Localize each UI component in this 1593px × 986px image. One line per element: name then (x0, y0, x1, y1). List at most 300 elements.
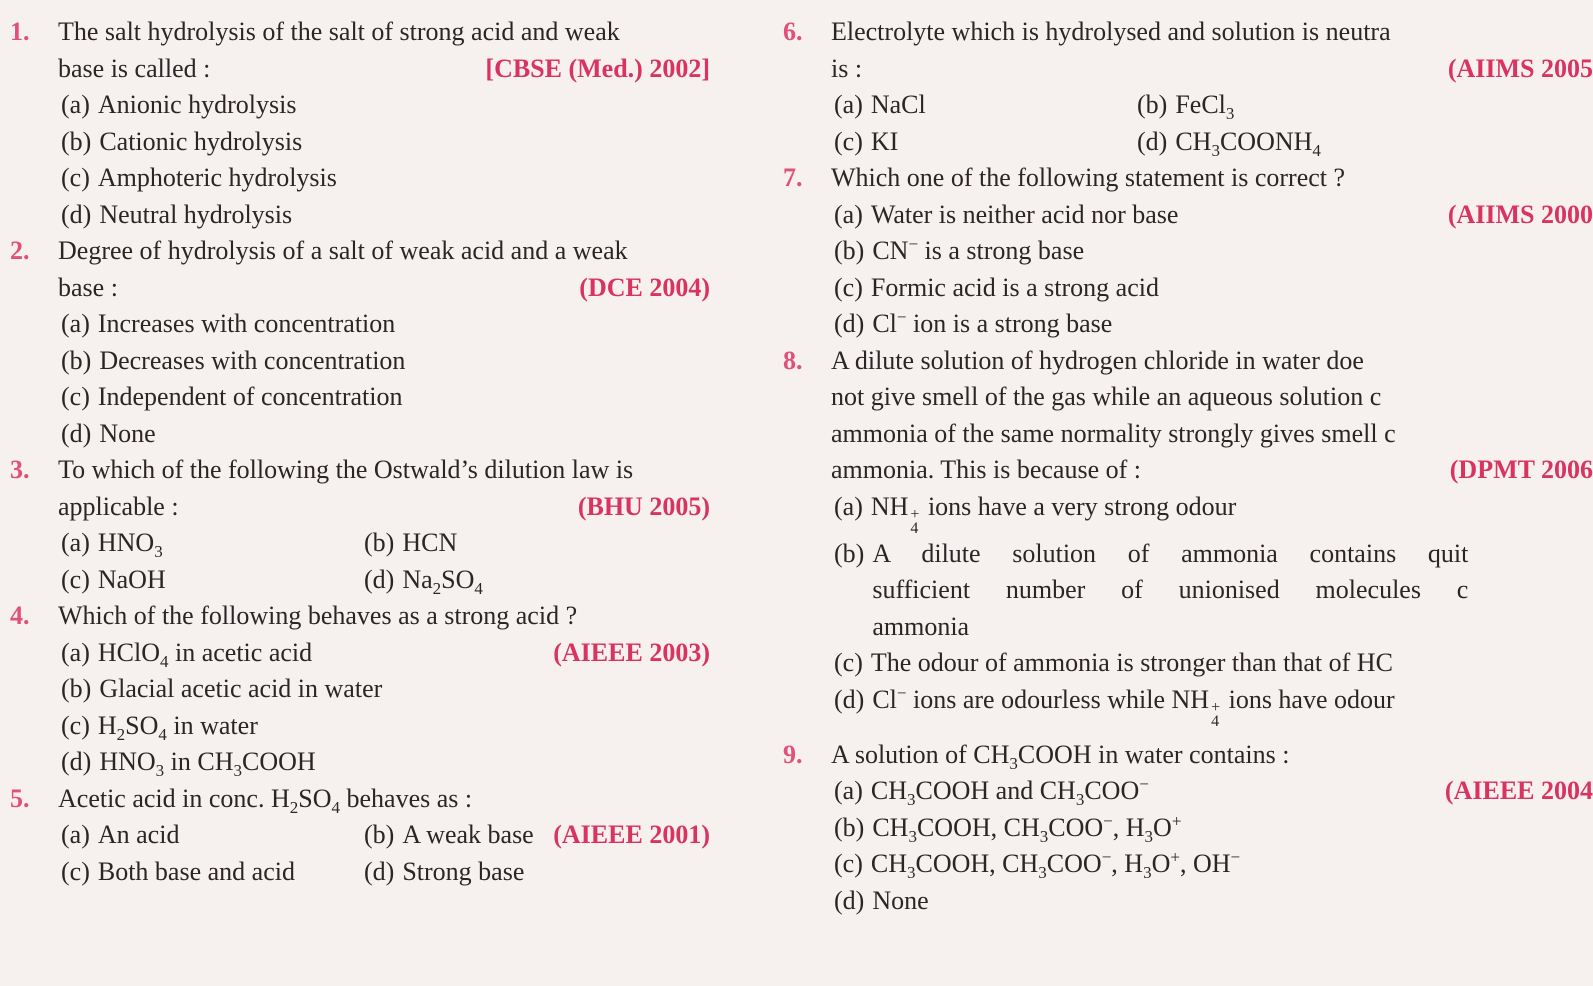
question-7 (783, 160, 1591, 343)
superscript: − (896, 307, 907, 327)
option-a (58, 306, 396, 343)
text-run: Independent of concentration (97, 382, 403, 411)
option-label: (c) (61, 564, 90, 594)
option-c (58, 562, 361, 599)
text-run: HNO (99, 747, 156, 776)
option-label: (a) (61, 528, 90, 557)
option-label: (c) (834, 272, 863, 302)
option-row (831, 306, 1591, 343)
exam-source-tag: (AIEEE 2001) (553, 820, 710, 849)
option-b (58, 343, 406, 380)
text-run: A weak base (402, 820, 534, 849)
right-column (783, 14, 1593, 919)
text-run: Both base and acid (97, 856, 295, 886)
exam-source-tag: [CBSE (Med.) 2002] (485, 53, 710, 83)
text-run: , H (1112, 812, 1145, 842)
text-run: FeCl (1175, 90, 1226, 119)
option-text-line (99, 197, 292, 234)
option-row (58, 87, 710, 124)
superscript: + (1211, 698, 1221, 716)
text-run: The salt hydrolysis of the salt of strong acid and weak (58, 17, 620, 46)
text-run: ammonia of the same normality strongly gives smell c (831, 418, 1396, 448)
question-stem-line (58, 51, 710, 88)
option-row (58, 562, 710, 599)
option-label: (d) (1137, 126, 1168, 156)
option-text (98, 525, 163, 562)
option-text-line (871, 645, 1393, 682)
sub-superscript (1211, 698, 1221, 730)
text-run: NaOH (97, 564, 166, 594)
subscript: 4 (474, 578, 483, 598)
option-text (871, 124, 898, 161)
option-text (99, 416, 155, 453)
option-label: (a) (834, 776, 863, 805)
option-text-line (871, 489, 1236, 536)
option-c (831, 846, 1241, 883)
text-run: O (1153, 812, 1172, 842)
text-run: KI (870, 126, 899, 156)
subscript: 4 (159, 651, 169, 671)
subscript: 2 (289, 797, 299, 817)
text-run: Electrolyte which is hydrolysed and solution is neutra (831, 17, 1391, 46)
text-run: ions have a very strong odour (921, 491, 1237, 521)
option-row (58, 671, 710, 708)
option-label: (c) (61, 163, 90, 192)
option-text-line (872, 810, 1181, 847)
text-run: sufficient number of unionised molecules c (872, 575, 1469, 604)
text-run: not give smell of the gas while an aqueous solution c (831, 382, 1382, 411)
question-stem-line (58, 233, 710, 270)
option-text (871, 489, 1236, 536)
option-d (361, 562, 483, 599)
question-stem-line (831, 51, 1591, 88)
question-stem-line (831, 452, 1591, 489)
question-1 (10, 14, 710, 233)
option-label: (b) (61, 126, 92, 156)
superscript: − (1103, 810, 1113, 830)
option-row (831, 810, 1591, 847)
question-8 (783, 343, 1591, 729)
option-text-line (872, 233, 1084, 270)
option-row (58, 306, 710, 343)
text-run: To which of the following the Ostwald’s dilution law is (58, 455, 634, 484)
option-label: (b) (61, 345, 92, 375)
option-text (98, 635, 312, 672)
option-label: (a) (61, 309, 90, 338)
option-text-line (871, 197, 1179, 234)
option-row (831, 883, 1591, 920)
text-run: is : (831, 53, 863, 83)
option-text-line (98, 562, 166, 599)
option-a (831, 87, 1134, 124)
subscript: 3 (908, 826, 917, 846)
text-run: Which of the following behaves as a strong acid ? (58, 601, 578, 630)
option-text (402, 854, 524, 891)
option-d (831, 682, 1395, 730)
option-text-line (402, 562, 483, 599)
text-run: ammonia (872, 611, 970, 641)
text-run: HCN (402, 528, 458, 557)
option-a (58, 635, 361, 672)
subscript: 3 (1075, 790, 1085, 810)
exam-source-tag: (DCE 2004) (579, 272, 710, 302)
option-text-line (871, 124, 898, 161)
left-column (10, 14, 710, 890)
option-d (361, 854, 524, 891)
option-text (872, 810, 1181, 847)
option-text (99, 197, 292, 234)
option-text (871, 773, 1149, 810)
option-text-line (871, 846, 1240, 883)
option-text-line (98, 817, 180, 854)
option-text-line (871, 773, 1149, 810)
text-run: applicable : (58, 491, 179, 521)
superscript: − (908, 234, 919, 254)
option-a (58, 87, 361, 124)
option-text (872, 883, 928, 920)
option-row (58, 124, 710, 161)
question-number: 4. (10, 601, 30, 630)
option-b (831, 536, 1469, 646)
subscript: 3 (1143, 863, 1152, 883)
option-text-line (98, 854, 295, 891)
option-text (402, 525, 457, 562)
superscript: − (1101, 847, 1112, 867)
question-2 (10, 233, 710, 452)
option-row (58, 416, 710, 453)
text-run: in water (166, 710, 258, 740)
question-stem-line (831, 737, 1591, 774)
question-stem-line (58, 489, 710, 526)
option-label: (b) (364, 528, 395, 557)
option-c (58, 854, 361, 891)
option-text-line (98, 525, 163, 562)
option-c (58, 160, 361, 197)
option-text-line (871, 270, 1159, 307)
superscript: + (1170, 847, 1180, 867)
question-3 (10, 452, 710, 598)
subscript: 4 (1312, 140, 1321, 160)
option-text-line (402, 854, 524, 891)
text-run: Strong base (402, 856, 525, 886)
exam-source-tag: (DPMT 2006 (1449, 455, 1593, 484)
exam-source-tag: (AIEEE 2004 (1444, 776, 1593, 805)
question-number: 6. (783, 17, 803, 46)
option-row (831, 682, 1591, 729)
option-text-line (98, 306, 395, 343)
text-run: in acetic acid (168, 637, 313, 667)
option-text (402, 817, 533, 854)
option-text-line (872, 306, 1112, 343)
option-text (872, 306, 1112, 343)
option-text (99, 744, 315, 781)
option-label: (b) (61, 674, 92, 703)
option-text (98, 854, 295, 891)
option-a (58, 525, 361, 562)
option-row (831, 270, 1591, 307)
option-text (99, 124, 302, 161)
option-row (831, 124, 1591, 161)
text-run: COOH, CH (916, 812, 1040, 842)
text-run: Which one of the following statement is correct ? (831, 163, 1346, 192)
text-run: ammonia. This is because of : (831, 455, 1142, 484)
subscript: 3 (1225, 104, 1235, 124)
text-run: COO (1084, 776, 1140, 805)
option-b (831, 233, 1134, 270)
option-text-line (98, 379, 403, 416)
option-label: (b) (834, 812, 865, 842)
question-stem-line (58, 14, 710, 51)
option-label: (b) (1137, 90, 1168, 119)
option-label: (d) (364, 856, 395, 886)
option-text (872, 536, 1468, 646)
option-text (872, 233, 1084, 270)
text-run: COOH (242, 747, 316, 776)
text-run: COO (1046, 849, 1102, 878)
option-text-line (98, 87, 297, 124)
question-stem-line (58, 452, 710, 489)
text-run: ion is a strong base (906, 309, 1113, 338)
text-run: CH (872, 812, 909, 842)
question-stem-line (831, 160, 1591, 197)
question-stem-line (831, 14, 1591, 51)
option-text (98, 379, 403, 416)
question-number: 2. (10, 236, 30, 265)
text-run: is a strong base (918, 236, 1085, 265)
option-row (831, 536, 1591, 646)
text-run: None (99, 418, 156, 448)
option-label: (a) (834, 90, 863, 119)
option-label: (d) (364, 564, 395, 594)
question-number: 8. (783, 345, 803, 375)
option-label: (b) (834, 236, 865, 265)
question-stem-line (831, 379, 1591, 416)
option-label: (a) (61, 820, 90, 849)
text-run: The odour of ammonia is stronger than that of HC (870, 648, 1393, 677)
text-run: A dilute solution of ammonia contains quit (872, 538, 1469, 568)
subscript: 4 (331, 797, 340, 817)
option-row (58, 343, 710, 380)
option-row (58, 525, 710, 562)
text-run: CH (1175, 126, 1212, 156)
option-label: (d) (61, 199, 92, 229)
question-number: 7. (783, 163, 803, 192)
question-number: 5. (10, 783, 30, 813)
option-label: (a) (61, 90, 90, 119)
text-run: HNO (97, 528, 155, 557)
question-5 (10, 781, 710, 891)
option-label: (d) (61, 747, 92, 776)
subscript: 3 (1144, 826, 1154, 846)
text-run: Increases with concentration (97, 309, 396, 338)
option-b (1134, 87, 1234, 124)
subscript: 3 (154, 542, 163, 562)
subscript: 3 (1039, 826, 1049, 846)
sub-superscript (910, 505, 920, 537)
option-d (831, 306, 1134, 343)
option-row (58, 379, 710, 416)
text-run: behaves as : (339, 783, 473, 813)
text-run: , OH (1179, 849, 1231, 878)
option-text (98, 160, 337, 197)
option-text (99, 343, 405, 380)
option-label: (c) (834, 648, 863, 677)
text-run: A solution of CH (831, 739, 1010, 769)
option-text-line (99, 124, 302, 161)
superscript: + (1171, 810, 1182, 830)
text-run: ions have odour (1222, 684, 1395, 714)
text-run: SO (441, 564, 475, 594)
question-4 (10, 598, 710, 781)
option-label: (c) (834, 849, 863, 878)
question-9 (783, 737, 1591, 920)
exam-source-tag: (AIEEE 2003) (553, 637, 710, 667)
option-a (58, 817, 361, 854)
option-text-line (872, 572, 1468, 609)
text-run: NaCl (870, 90, 926, 119)
text-run: Cl (872, 309, 897, 338)
option-text (871, 846, 1240, 883)
option-label: (b) (364, 820, 395, 849)
text-run: in CH (164, 747, 234, 776)
option-text (872, 682, 1394, 729)
option-text (402, 562, 483, 599)
text-run: Acetic acid in conc. H (58, 783, 290, 813)
option-d (1134, 124, 1321, 161)
option-d (831, 883, 1134, 920)
option-label: (c) (834, 126, 863, 156)
subscript: 3 (155, 761, 165, 781)
question-number: 3. (10, 455, 30, 484)
option-a (831, 773, 1149, 810)
subscript: 3 (1211, 140, 1220, 160)
subscript: 3 (906, 790, 916, 810)
text-run: CH (870, 776, 907, 805)
subscript: 4 (910, 519, 919, 537)
option-label: (d) (834, 885, 865, 915)
option-label: (d) (834, 684, 865, 714)
option-text-line (99, 671, 382, 708)
option-text (871, 645, 1393, 682)
option-row (831, 645, 1591, 682)
superscript: − (1139, 774, 1149, 794)
option-text-line (1175, 87, 1234, 124)
option-text-line (99, 343, 405, 380)
option-b (831, 810, 1182, 847)
text-run: Formic acid is a strong acid (870, 272, 1159, 302)
text-run: Amphoteric hydrolysis (97, 163, 337, 192)
text-run: Cl (872, 684, 897, 714)
option-label: (b) (834, 538, 865, 568)
option-a (831, 489, 1237, 537)
option-row (831, 87, 1591, 124)
question-stem-line (58, 598, 710, 635)
option-d (58, 416, 361, 453)
option-text (1175, 87, 1234, 124)
text-run: Anionic hydrolysis (97, 90, 297, 119)
option-text (871, 197, 1179, 234)
text-run: None (872, 885, 929, 915)
option-text (99, 671, 382, 708)
option-c (58, 379, 403, 416)
text-run: A dilute solution of hydrogen chloride in water doe (831, 345, 1364, 375)
option-row (58, 160, 710, 197)
option-text (1175, 124, 1321, 161)
text-run: Degree of hydrolysis of a salt of weak acid and a weak (58, 236, 628, 265)
question-6 (783, 14, 1591, 160)
text-run: base is called : (58, 53, 211, 83)
subscript: 3 (1009, 753, 1018, 773)
text-run: Na (402, 564, 433, 594)
text-run: COONH (1219, 126, 1313, 156)
option-row (58, 197, 710, 234)
option-c (831, 124, 1134, 161)
option-text (98, 708, 258, 745)
option-row (58, 708, 710, 745)
option-text (98, 562, 166, 599)
text-run: COOH and CH (915, 776, 1076, 805)
superscript: − (1230, 847, 1241, 867)
text-run: Glacial acetic acid in water (99, 674, 383, 703)
superscript: + (910, 505, 920, 523)
option-label: (c) (61, 382, 90, 411)
option-text-line (871, 87, 926, 124)
exam-source-tag: (AIIMS 2005 (1447, 53, 1593, 83)
text-run: Water is neither acid nor base (870, 199, 1179, 229)
option-text (98, 87, 297, 124)
text-run: ions are odourless while NH (906, 684, 1210, 714)
option-label: (c) (61, 856, 90, 886)
text-run: CH (870, 849, 907, 878)
option-label: (c) (61, 710, 90, 740)
option-b (361, 817, 534, 854)
text-run: COOH, CH (915, 849, 1039, 878)
option-row (58, 744, 710, 781)
option-row (831, 846, 1591, 883)
subscript: 3 (233, 761, 243, 781)
question-stem-line (58, 270, 710, 307)
option-text-line (872, 609, 1468, 646)
text-run: H (97, 710, 117, 740)
option-text-line (99, 416, 155, 453)
option-label: (a) (834, 199, 863, 229)
subscript: 3 (906, 863, 916, 883)
exam-source-tag: (AIIMS 2000 (1447, 199, 1593, 229)
option-row (831, 489, 1591, 536)
text-run: Cationic hydrolysis (99, 126, 303, 156)
question-number: 1. (10, 17, 30, 46)
option-row (831, 233, 1591, 270)
question-number: 9. (783, 739, 803, 769)
subscript: 2 (116, 724, 126, 744)
option-c (831, 270, 1159, 307)
option-text-line (98, 160, 337, 197)
exam-source-tag: (BHU 2005) (577, 491, 710, 521)
option-text-line (872, 883, 928, 920)
subscript: 4 (1211, 712, 1220, 730)
subscript: 2 (432, 578, 442, 598)
text-run: An acid (97, 820, 180, 849)
subscript: 3 (1038, 863, 1047, 883)
option-text (98, 306, 395, 343)
option-c (831, 645, 1393, 682)
option-label: (d) (834, 309, 865, 338)
option-b (58, 124, 361, 161)
option-text-line (402, 817, 533, 854)
option-text (871, 87, 926, 124)
option-text (98, 817, 180, 854)
text-run: Neutral hydrolysis (99, 199, 293, 229)
